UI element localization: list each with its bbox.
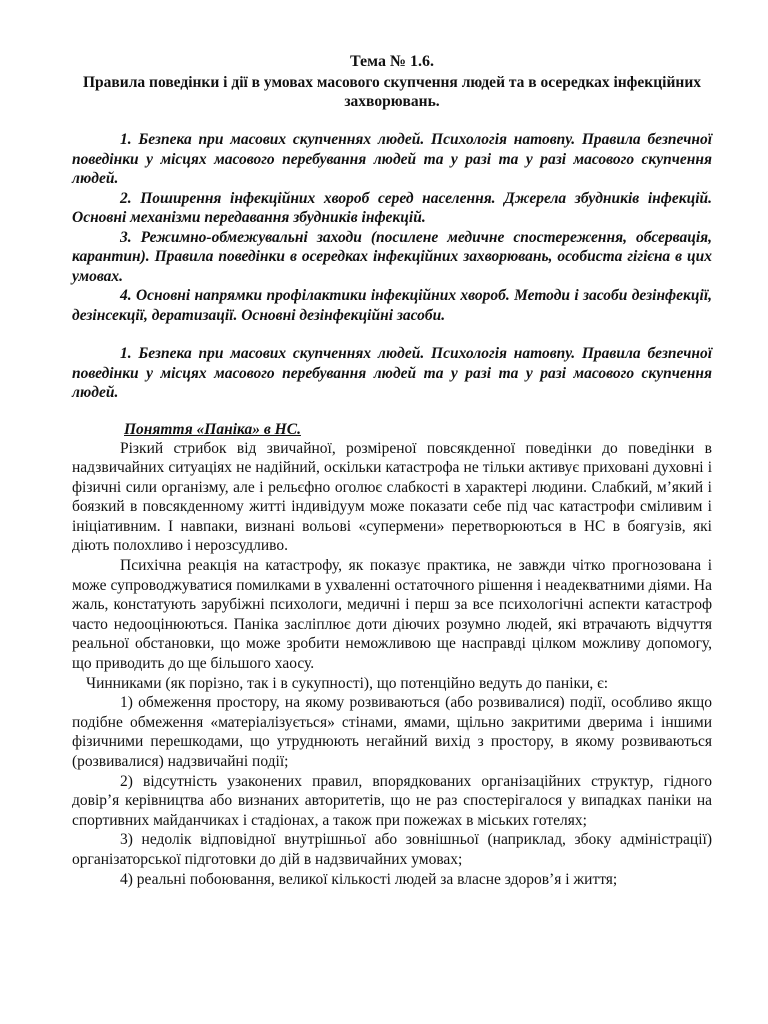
topic-outline: [72, 130, 712, 325]
outline-item: 4. Основні напрямки профілактики інфекційних хвороб. Методи і засоби дезінфекції, дезінсекції, дератизації. Основні дезінфекційні засоби.: [72, 287, 712, 324]
factors-intro: Чинниками (як порізно, так і в сукупності), що потенційно ведуть до паніки, є:: [86, 674, 609, 692]
outline-item: 1. Безпека при масових скупченнях людей. Психологія натовпу. Правила безпечної поведінки у місцях масового перебування людей та у разі та у разі масового скупчення людей.: [72, 131, 712, 187]
factor-item: 2) відсутність узаконених правил, впорядкованих організаційних структур, гідного довір’я керівництва або визнаних авторитетів, що не раз спостерігалося у випадках паніки на спортивних майданчиках і стадіонах, а також при пожежах в міських готелях;: [72, 772, 712, 829]
body-text: [72, 439, 712, 890]
document-subtitle: Правила поведінки і дії в умовах масового скупчення людей та в осередках інфекційних захворювань.: [82, 74, 702, 110]
document-title: Тема № 1.6.: [349, 53, 435, 70]
body-paragraph: Психічна реакція на катастрофу, як показує практика, не завжди чітко прогнозована і може супроводжуватися помилками в ухваленні остаточного рішення і неадекватними діями. На жаль, констатують зарубіжні психологи, медичні і перш за все психологічні аспекти катастроф часто недооцінюються. Паніка засліплює доти діючих розумно людей, які втрачають відчуття реальної обстановки, що може зробити неможливою ще насправді цілком можливу допомогу, що приводить до ще більшого хаосу.: [72, 557, 712, 673]
concept-heading: Поняття «Паніка» в НС.: [124, 420, 301, 438]
outline-item: 3. Режимно-обмежувальні заходи (посилене медичне спостереження, обсервація, карантин). Правила поведінки в осередках інфекційних захворювань, особиста гігієна в цих умовах.: [72, 228, 712, 285]
section-heading: 1. Безпека при масових скупченнях людей. Психологія натовпу. Правила безпечної поведінки у місцях масового перебування людей та у разі та у разі масового скупчення людей.: [72, 345, 712, 401]
body-paragraph: Різкий стрибок від звичайної, розміреної повсякденної поведінки до поведінки в надзвичайних ситуаціях не надійний, оскільки катастрофа не тільки активує приховані духовні і фізичні сили організму, але і рельєфно оголює слабкості в характері людини. Слабкий, м’який і боязкий в повсякденному житті індивідуум може показати себе під час катастрофи сміливим і ініціативним. І навпаки, визнані вольові «супермени» перетворюються в НС в боягузів, які діють полохливо і нерозсудливо.: [72, 439, 712, 555]
factor-item: 3) недолік відповідної внутрішньої або зовнішньої (наприклад, збоку адміністрації) організаторської підготовки до дій в надзвичайних умовах;: [72, 831, 712, 868]
outline-item: 2. Поширення інфекційних хвороб серед населення. Джерела збудників інфекцій. Основні механізми передавання збудників інфекцій.: [72, 189, 712, 226]
factor-item: 4) реальні побоювання, великої кількості людей за власне здоров’я і життя;: [120, 870, 618, 888]
factor-item: 1) обмеження простору, на якому розвиваються (або розвивалися) події, особливо якщо подібне обмеження «матеріалізується» стінами, ямами, щільно закритими дверима і іншими фізичними перешкодами, що утруднюють негайний вихід з простору, в якому розвиваються (розвивалися) надзвичайні події;: [72, 694, 712, 770]
